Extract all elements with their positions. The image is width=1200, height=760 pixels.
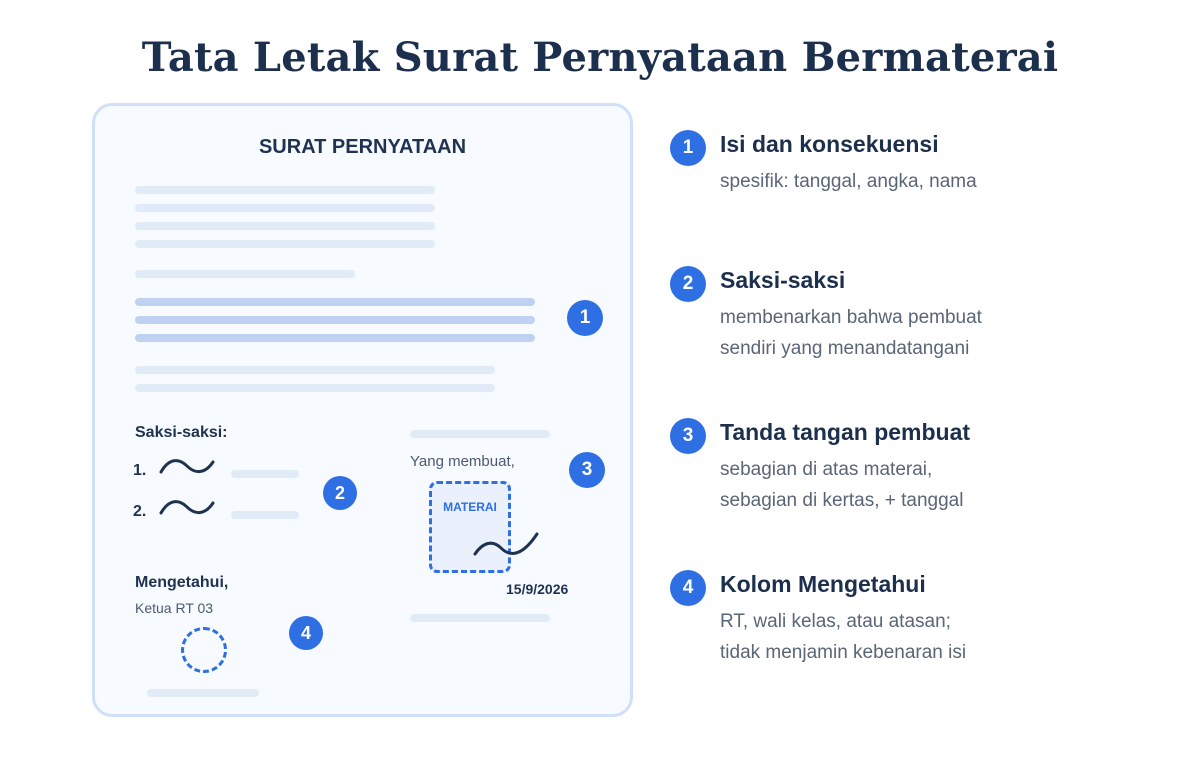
legend-3-description <box>720 454 963 516</box>
highlighted-content-line <box>135 316 535 324</box>
text-line <box>135 186 435 194</box>
legend-1-badge: 1 <box>670 130 706 166</box>
maker-top-line <box>410 430 550 438</box>
maker-signature <box>473 530 541 560</box>
legend-2-badge: 2 <box>670 266 706 302</box>
marker-3-badge: 3 <box>569 452 605 488</box>
legend-2-line-2: sendiri yang menandatangani <box>720 338 970 359</box>
materai-label: MATERAI <box>443 500 497 514</box>
page-title: Tata Letak Surat Pernyataan Bermaterai <box>141 34 1059 81</box>
highlighted-content-line <box>135 334 535 342</box>
maker-name-line <box>410 614 550 622</box>
acknowledge-label: Mengetahui, <box>135 574 229 591</box>
marker-4-badge: 4 <box>289 616 323 650</box>
statement-document <box>92 103 633 717</box>
legend-2-title: Saksi-saksi <box>720 267 846 293</box>
acknowledge-name-line <box>147 689 259 697</box>
acknowledge-role: Ketua RT 03 <box>135 600 214 616</box>
legend-3-title: Tanda tangan pembuat <box>720 419 971 445</box>
legend-4-line-2: tidak menjamin kebenaran isi <box>720 642 967 663</box>
legend-4-badge: 4 <box>670 570 706 606</box>
text-line <box>135 204 435 212</box>
witness-1-signature <box>159 456 215 478</box>
witnesses-label: Saksi-saksi: <box>135 424 228 441</box>
text-line <box>135 384 495 392</box>
witness-2-signature <box>159 497 215 519</box>
legend-1-title: Isi dan konsekuensi <box>720 131 939 157</box>
text-line <box>135 366 495 374</box>
legend-1-line-1: spesifik: tanggal, angka, nama <box>720 171 977 192</box>
highlighted-content-line <box>135 298 535 306</box>
text-line <box>135 270 355 278</box>
legend-4-description <box>720 606 966 668</box>
marker-1-badge: 1 <box>567 300 603 336</box>
witness-2-line <box>231 511 299 519</box>
legend-2-line-1: membenarkan bahwa pembuat <box>720 307 982 328</box>
signing-date: 15/9/2026 <box>506 581 569 597</box>
legend-4-title: Kolom Mengetahui <box>720 571 926 597</box>
legend-3-line-2: sebagian di kertas, + tanggal <box>720 490 964 511</box>
rt-stamp-circle <box>181 627 227 673</box>
legend-3-badge: 3 <box>670 418 706 454</box>
witness-2-number: 2. <box>133 503 147 520</box>
legend-1-description <box>720 166 977 197</box>
text-line <box>135 222 435 230</box>
legend-4-line-1: RT, wali kelas, atau atasan; <box>720 611 951 632</box>
maker-label: Yang membuat, <box>410 453 515 470</box>
text-line <box>135 240 435 248</box>
legend-2-description <box>720 302 982 364</box>
witness-1-line <box>231 470 299 478</box>
marker-2-badge: 2 <box>323 476 357 510</box>
legend-3-line-1: sebagian di atas materai, <box>720 459 933 480</box>
witness-1-number: 1. <box>133 462 147 479</box>
document-heading: SURAT PERNYATAAN <box>258 136 467 158</box>
